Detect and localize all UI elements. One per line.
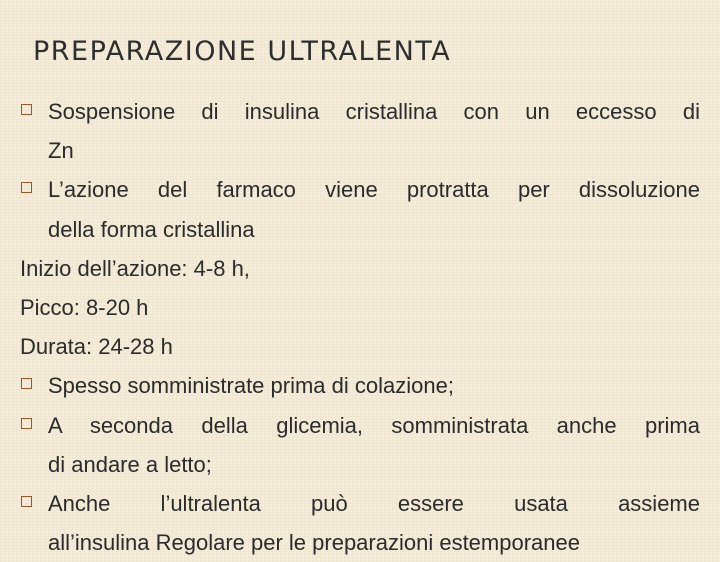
onset-line xyxy=(20,249,700,288)
square-bullet-icon xyxy=(21,182,32,193)
slide-title: PREPARAZIONE ULTRALENTA xyxy=(33,36,452,67)
plain-text: Durata: 24-28 h xyxy=(20,334,173,360)
bullet-text: Anche l’ultralenta può essere usata assieme xyxy=(48,491,700,517)
bullet-item xyxy=(20,484,700,523)
bullet-item xyxy=(20,170,700,209)
square-bullet-icon xyxy=(21,496,32,507)
bullet-text: Spesso somministrate prima di colazione; xyxy=(48,373,454,399)
peak-line xyxy=(20,288,700,327)
bullet-text: di andare a letto; xyxy=(48,451,212,477)
bullet-text: Sospensione di insulina cristallina con un eccesso di xyxy=(48,99,700,124)
bullet-item-continuation xyxy=(20,131,700,170)
square-bullet-icon xyxy=(21,378,32,389)
bullet-item-continuation xyxy=(20,445,700,484)
bullet-text: L’azione del farmaco viene protratta per dissoluzione xyxy=(48,177,700,203)
bullet-text: all’insulina Regolare per le preparazioni estemporanee xyxy=(48,530,580,556)
bullet-item xyxy=(20,366,700,405)
bullet-text: Zn xyxy=(48,138,74,164)
bullet-text: della forma cristallina xyxy=(48,216,255,242)
plain-text: Picco: 8-20 h xyxy=(20,295,149,321)
plain-text: Inizio dell’azione: 4-8 h, xyxy=(20,255,250,281)
square-bullet-icon xyxy=(21,418,32,429)
bullet-text: A seconda della glicemia, somministrata anche prima xyxy=(48,412,700,438)
slide-body xyxy=(20,92,700,562)
bullet-item-continuation xyxy=(20,523,700,562)
bullet-item xyxy=(20,92,700,131)
bullet-item xyxy=(20,406,700,445)
bullet-item-continuation xyxy=(20,210,700,249)
square-bullet-icon xyxy=(21,104,32,115)
duration-line xyxy=(20,327,700,366)
